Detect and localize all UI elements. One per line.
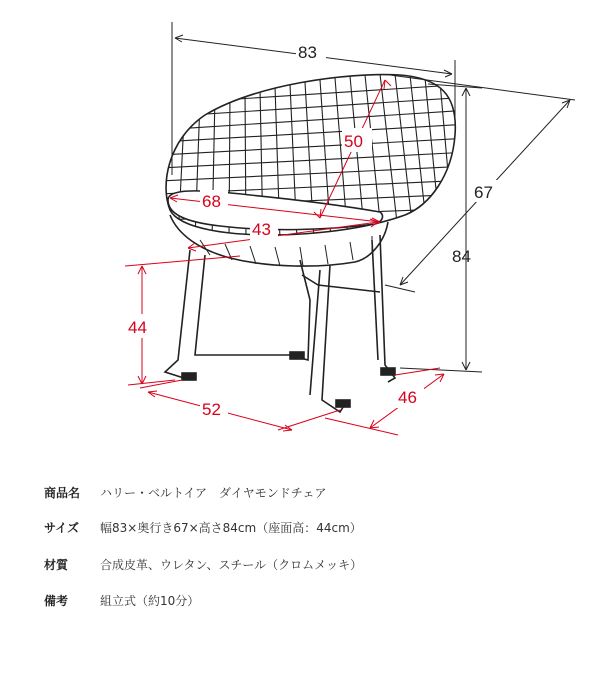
- leg-depth-label: 46: [398, 388, 417, 407]
- red-dimension-lines: [125, 80, 444, 435]
- seat-depth-label: 50: [344, 132, 363, 151]
- spec-label: 備考: [44, 594, 69, 608]
- spec-value: 合成皮革、ウレタン、スチール（クロムメッキ）: [100, 558, 363, 572]
- seat-height-label: 44: [128, 318, 147, 337]
- spec-value: 幅83×奥行き67×高さ84cm（座面高：44cm）: [100, 521, 362, 535]
- spec-label: 商品名: [44, 486, 81, 500]
- depth-label: 67: [474, 183, 493, 202]
- inner-width-label: 43: [252, 220, 271, 239]
- leg-width-label: 52: [202, 400, 221, 419]
- spec-label: 材質: [44, 558, 69, 572]
- spec-label: サイズ: [44, 521, 80, 535]
- height-label: 84: [452, 247, 471, 266]
- width-label: 83: [298, 43, 317, 62]
- spec-value: 組立式（約10分）: [100, 594, 200, 608]
- spec-value: ハリー・ベルトイア ダイヤモンドチェア: [100, 486, 327, 500]
- seat-width-label: 68: [202, 192, 221, 211]
- chair-drawing: [160, 74, 470, 412]
